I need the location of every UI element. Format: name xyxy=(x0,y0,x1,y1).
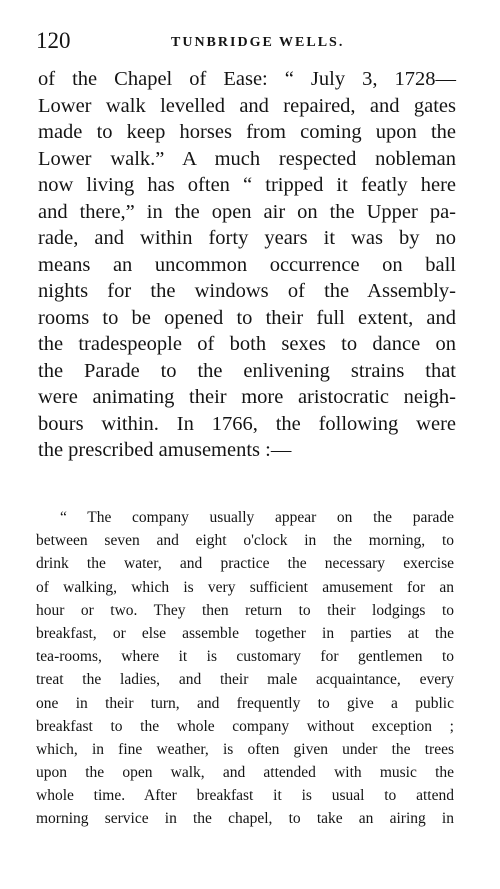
quote-line: morning service in the chapel, to take an airing in xyxy=(36,810,454,828)
quote-line: which, in fine weather, is often given under the trees xyxy=(36,740,454,758)
quote-line: tea-rooms, where it is customary for gentlemen to xyxy=(36,648,454,666)
body-line: and there,” in the open air on the Upper pa- xyxy=(38,200,456,223)
quote-line: between seven and eight o'clock in the morning, to xyxy=(36,532,454,550)
body-line: Lower walk.” A much respected nobleman xyxy=(38,147,456,170)
quote-line: breakfast to the whole company without exception ; xyxy=(36,717,454,735)
body-line: now living has often “ tripped it featly here xyxy=(38,174,456,196)
body-line: rooms to be opened to their full extent, and xyxy=(38,306,456,329)
body-line: the tradespeople of both sexes to dance on xyxy=(38,333,456,355)
quote-line: treat the ladies, and their male acquaintance, every xyxy=(36,671,454,689)
quote-line: of walking, which is very sufficient amusement for an xyxy=(36,578,454,596)
quote-line: breakfast, or else assemble together in parties at the xyxy=(36,624,454,642)
body-line: the prescribed amusements :— xyxy=(38,439,292,461)
body-paragraph xyxy=(38,66,456,464)
body-line: nights for the windows of the Assembly- xyxy=(38,280,456,302)
page-number: 120 xyxy=(36,28,71,53)
quote-line: “ The company usually appear on the parade xyxy=(60,509,454,526)
quote-line: whole time. After breakfast it is usual to attend xyxy=(36,787,454,805)
running-title: TUNBRIDGE WELLS. xyxy=(171,35,345,50)
quote-line: hour or two. They then return to their lodgings to xyxy=(36,601,454,619)
body-line: made to keep horses from coming upon the xyxy=(38,121,456,143)
page-header xyxy=(36,26,460,60)
body-line: were animating their more aristocratic neigh- xyxy=(38,386,456,408)
body-line: bours within. In 1766, the following were xyxy=(38,412,456,435)
body-line: Lower walk levelled and repaired, and gates xyxy=(38,94,456,117)
quote-line: one in their turn, and frequently to give a public xyxy=(36,694,454,712)
quote-line: upon the open walk, and attended with music the xyxy=(36,764,454,782)
body-line: of the Chapel of Ease: “ July 3, 1728— xyxy=(38,68,456,90)
quotation-block xyxy=(36,506,454,831)
quote-line: drink the water, and practice the necessary exercise xyxy=(36,555,454,573)
body-line: rade, and within forty years it was by no xyxy=(38,227,456,249)
body-line: the Parade to the enlivening strains that xyxy=(38,359,456,382)
body-line: means an uncommon occurrence on ball xyxy=(38,253,456,276)
